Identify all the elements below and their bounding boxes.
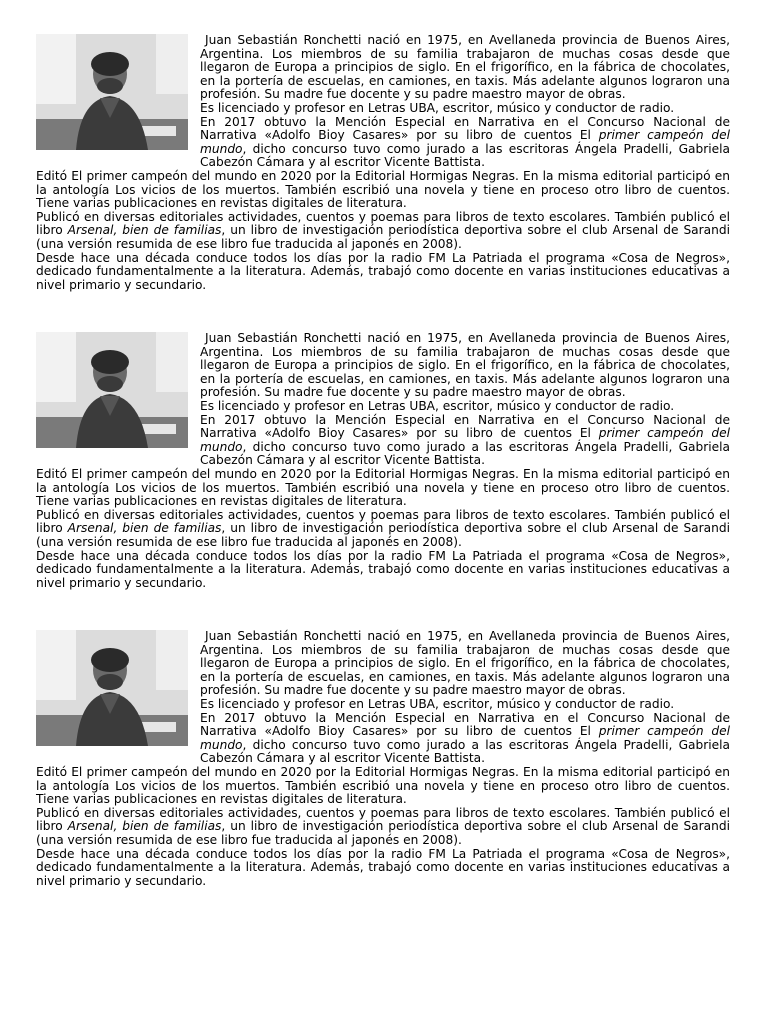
bio-paragraph-4: Editó El primer campeón del mundo en 2020 por la Editorial Hormigas Negras. En la misma editorial participó en la antología Los vicios de los muertos. También escribió una novela y tiene en proceso otro libro de cuentos. Tiene varias publicaciones en revistas digitales de literatura. [36,764,730,807]
book-title-em: Arsenal, bien de familias [67,521,222,536]
bio-paragraph-4: Editó El primer campeón del mundo en 2020 por la Editorial Hormigas Negras. En la misma editorial participó en la antología Los vicios de los muertos. También escribió una novela y tiene en proceso otro libro de cuentos. Tiene varias publicaciones en revistas digitales de literatura. [36,466,730,509]
bio-paragraph-5 [36,807,730,848]
author-photo-image [36,332,188,448]
document-page [36,34,730,928]
bio-block-2 [36,332,730,630]
bio-paragraph-5-b: , un libro de investigación periodística deportiva sobre el club Arsenal de Sarandi (una versión resumida de ese libro fue traducida al japonés en 2008). [36,521,730,549]
bio-block-1 [36,34,730,332]
bio-paragraph-5 [36,211,730,252]
book-title-em: Arsenal, bien de familias [67,819,222,834]
bio-paragraph-3-a: En 2017 obtuvo la Mención Especial en Narrativa en el Concurso Nacional de Narrativa «Adolfo Bioy Casares» por su libro de cuentos El [200,114,730,143]
bio-paragraph-5-a: Publicó en diversas editoriales actividades, cuentos y poemas para libros de texto escolares. También publicó el libro [36,209,730,238]
author-photo-image [36,630,188,746]
bio-paragraph-3-b: , dicho concurso tuvo como jurado a las escritoras Ángela Pradelli, Gabriela Cabezón Cámara y al escritor Vicente Battista. [200,439,730,468]
bio-paragraph-3 [200,414,730,468]
bio-paragraph-1: Juan Sebastián Ronchetti nació en 1975, en Avellaneda provincia de Buenos Aires, Argentina. Los miembros de su familia trabajaron de muchas cosas desde que llegaron de Europa a principios de siglo. En el frigorífico, en la fábrica de chocolates, en la portería de escuelas, en camiones, en taxis. Más adelante algunos lograron una profesión. Su madre fue docente y su padre maestro mayor de obras. [200,331,730,400]
author-photo-image [36,34,188,150]
bio-paragraph-3-a: En 2017 obtuvo la Mención Especial en Narrativa en el Concurso Nacional de Narrativa «Adolfo Bioy Casares» por su libro de cuentos El [200,412,730,441]
book-title-em: Arsenal, bien de familias [67,223,222,238]
bio-paragraph-3-a: En 2017 obtuvo la Mención Especial en Narrativa en el Concurso Nacional de Narrativa «Adolfo Bioy Casares» por su libro de cuentos El [200,710,730,739]
bio-paragraph-6: Desde hace una década conduce todos los días por la radio FM La Patriada el programa «Cosa de Negros», dedicado fundamentalmente a la literatura. Además, trabajó como docente en varias instituciones educativas a nivel primario y secundario. [36,846,730,888]
bio-paragraph-3-b: , dicho concurso tuvo como jurado a las escritoras Ángela Pradelli, Gabriela Cabezón Cámara y al escritor Vicente Battista. [200,737,730,766]
author-photo [36,34,188,150]
book-title-em: primer campeón del mundo [200,724,730,752]
bio-paragraph-5-b: , un libro de investigación periodística deportiva sobre el club Arsenal de Sarandi (una versión resumida de ese libro fue traducida al japonés en 2008). [36,223,730,251]
book-title-em: primer campeón del mundo [200,426,730,454]
bio-paragraph-3-b: , dicho concurso tuvo como jurado a las escritoras Ángela Pradelli, Gabriela Cabezón Cámara y al escritor Vicente Battista. [200,141,730,170]
bio-paragraph-2: Es licenciado y profesor en Letras UBA, escritor, músico y conductor de radio. [200,398,675,413]
bio-paragraph-2: Es licenciado y profesor en Letras UBA, escritor, músico y conductor de radio. [200,100,675,115]
author-photo [36,630,188,746]
bio-paragraph-6: Desde hace una década conduce todos los días por la radio FM La Patriada el programa «Cosa de Negros», dedicado fundamentalmente a la literatura. Además, trabajó como docente en varias instituciones educativas a nivel primario y secundario. [36,250,730,292]
bio-paragraph-5-a: Publicó en diversas editoriales actividades, cuentos y poemas para libros de texto escolares. También publicó el libro [36,805,730,834]
bio-paragraph-3 [200,116,730,170]
bio-paragraph-1: Juan Sebastián Ronchetti nació en 1975, en Avellaneda provincia de Buenos Aires, Argentina. Los miembros de su familia trabajaron de muchas cosas desde que llegaron de Europa a principios de siglo. En el frigorífico, en la fábrica de chocolates, en la portería de escuelas, en camiones, en taxis. Más adelante algunos lograron una profesión. Su madre fue docente y su padre maestro mayor de obras. [200,33,730,102]
bio-paragraph-1: Juan Sebastián Ronchetti nació en 1975, en Avellaneda provincia de Buenos Aires, Argentina. Los miembros de su familia trabajaron de muchas cosas desde que llegaron de Europa a principios de siglo. En el frigorífico, en la fábrica de chocolates, en la portería de escuelas, en camiones, en taxis. Más adelante algunos lograron una profesión. Su madre fue docente y su padre maestro mayor de obras. [200,629,730,698]
author-photo [36,332,188,448]
bio-paragraph-6: Desde hace una década conduce todos los días por la radio FM La Patriada el programa «Cosa de Negros», dedicado fundamentalmente a la literatura. Además, trabajó como docente en varias instituciones educativas a nivel primario y secundario. [36,548,730,590]
bio-block-3 [36,630,730,928]
bio-paragraph-3 [200,712,730,766]
bio-paragraph-5-a: Publicó en diversas editoriales actividades, cuentos y poemas para libros de texto escolares. También publicó el libro [36,507,730,536]
bio-paragraph-4: Editó El primer campeón del mundo en 2020 por la Editorial Hormigas Negras. En la misma editorial participó en la antología Los vicios de los muertos. También escribió una novela y tiene en proceso otro libro de cuentos. Tiene varias publicaciones en revistas digitales de literatura. [36,168,730,211]
book-title-em: primer campeón del mundo [200,128,730,156]
bio-paragraph-5-b: , un libro de investigación periodística deportiva sobre el club Arsenal de Sarandi (una versión resumida de ese libro fue traducida al japonés en 2008). [36,819,730,847]
bio-paragraph-5 [36,509,730,550]
bio-paragraph-2: Es licenciado y profesor en Letras UBA, escritor, músico y conductor de radio. [200,696,675,711]
